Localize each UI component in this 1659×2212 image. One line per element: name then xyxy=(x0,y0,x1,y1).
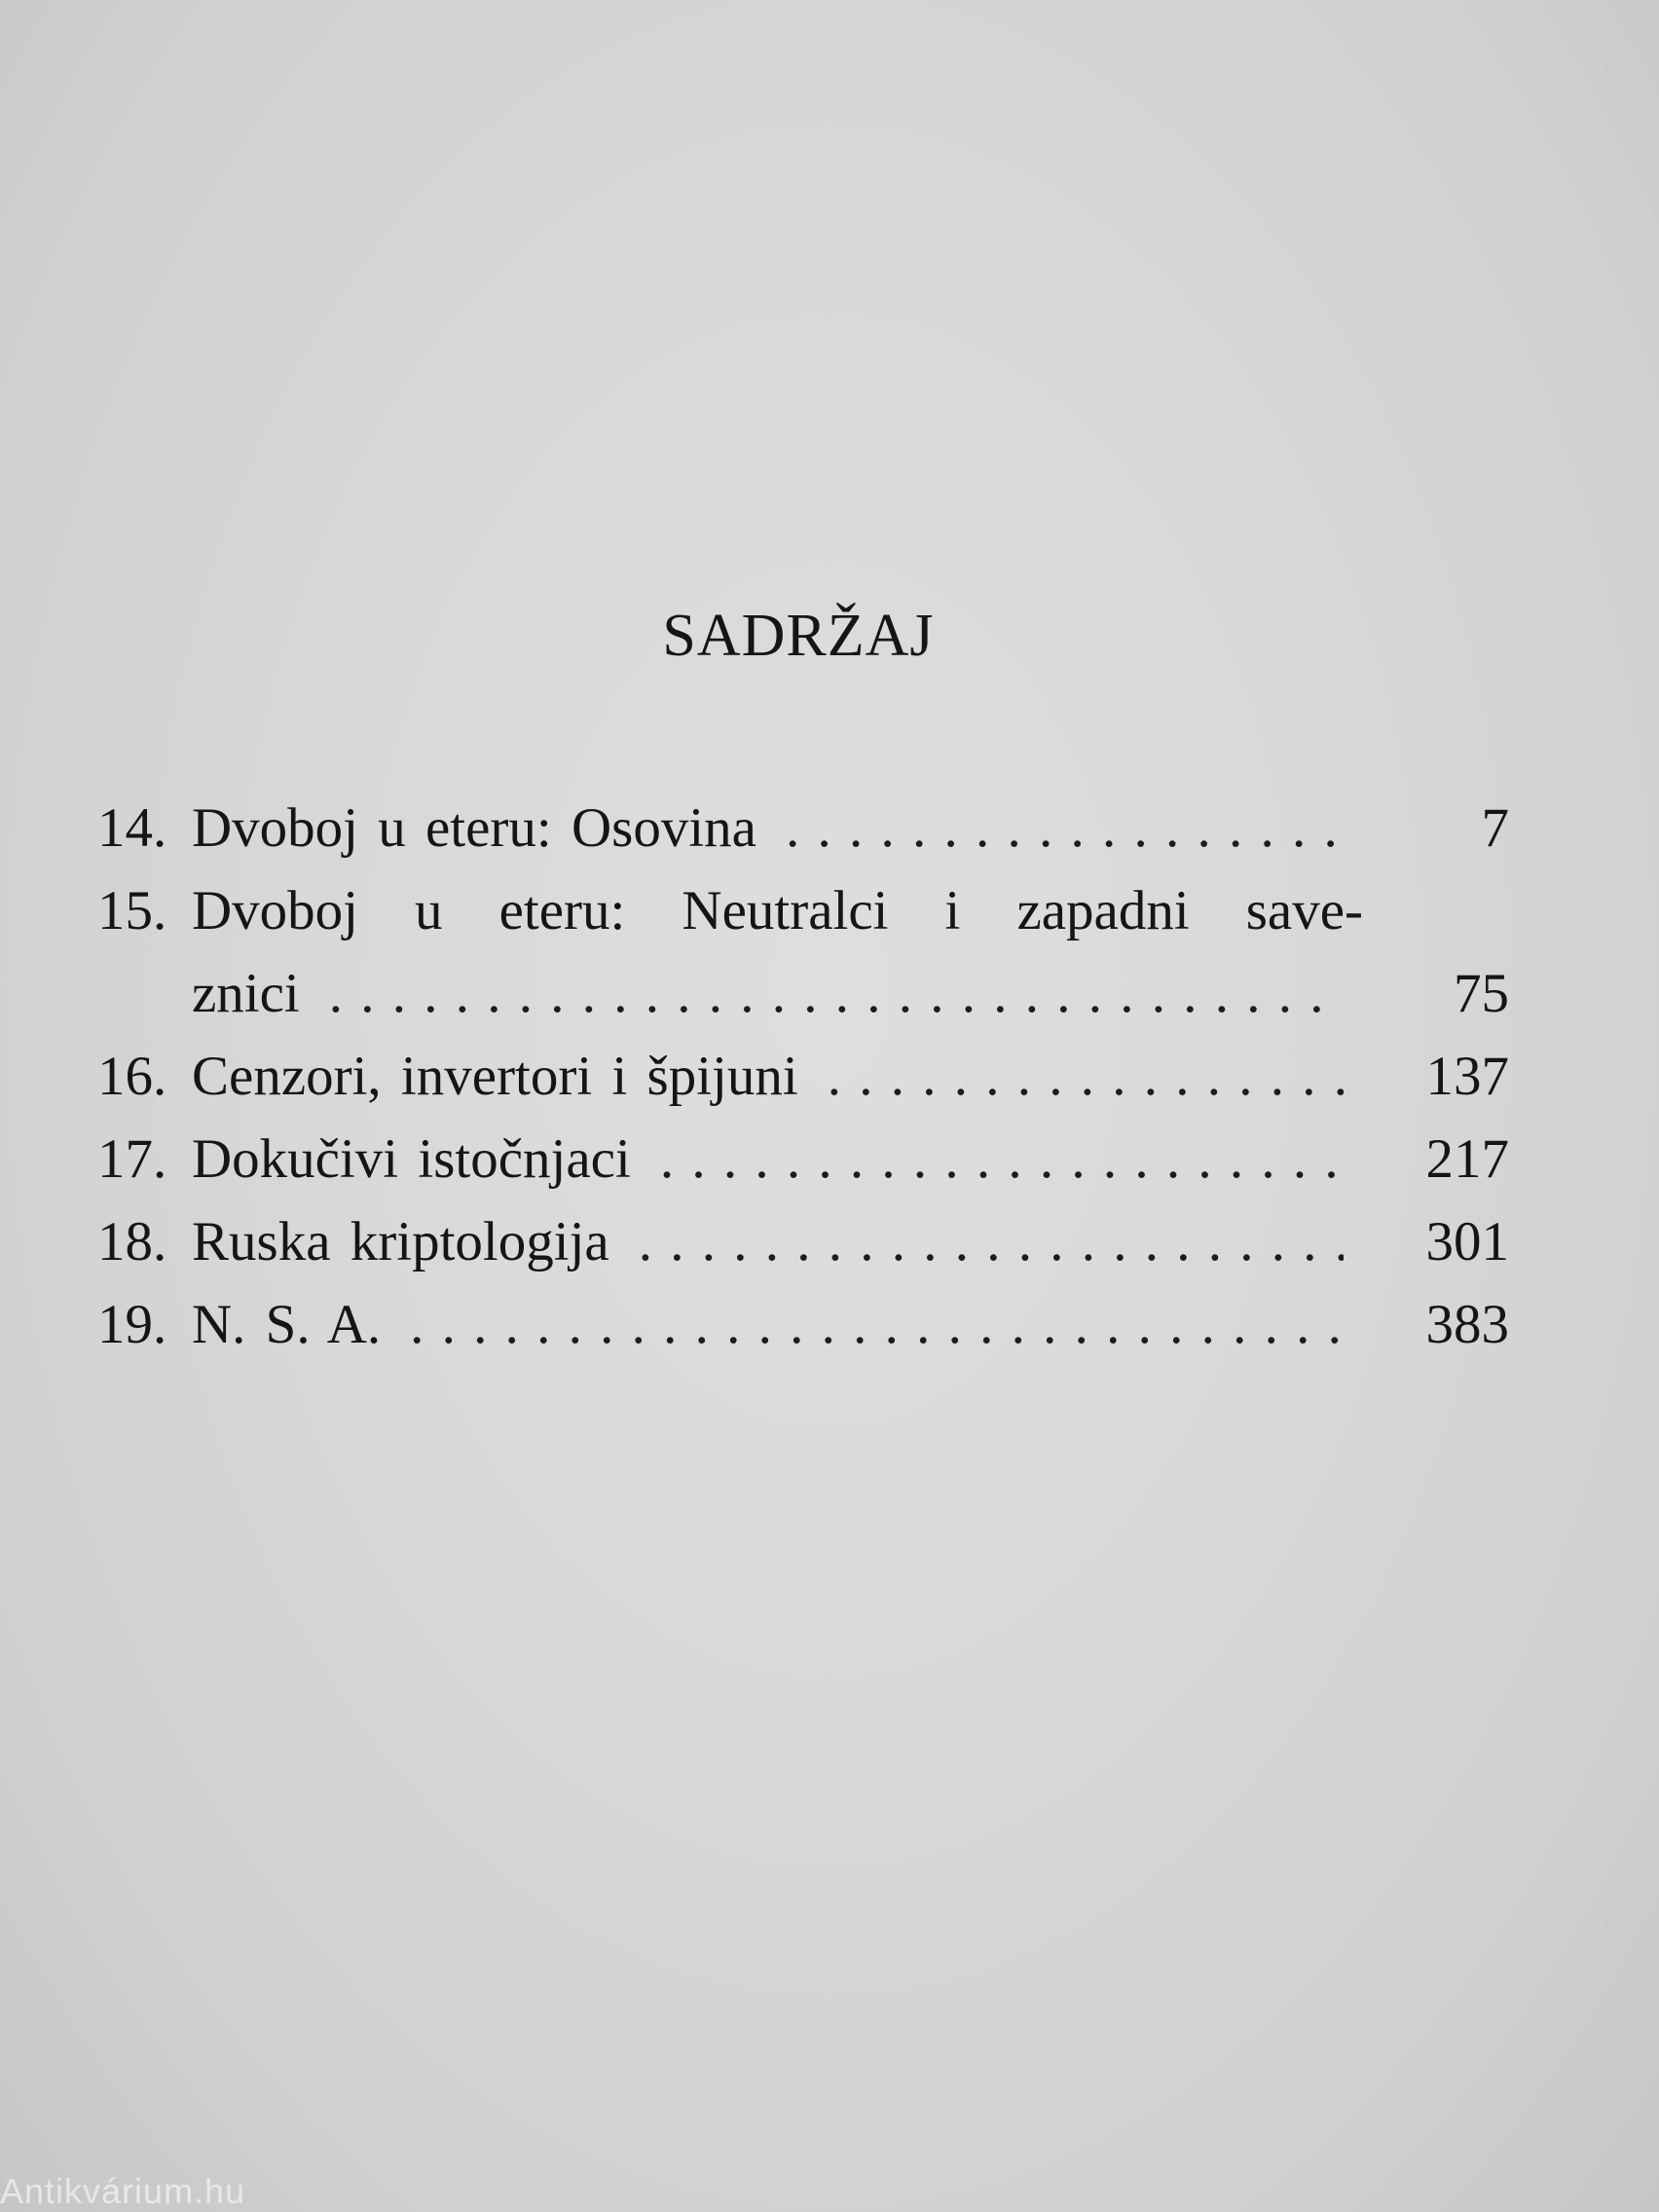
toc-entry-14 xyxy=(97,787,1509,869)
toc-entry-15 xyxy=(97,869,1509,952)
leader-dots xyxy=(660,1118,1344,1200)
leader-dots xyxy=(786,787,1344,869)
entry-title: Dokučivi istočnjaci xyxy=(192,1128,631,1190)
entry-page-number: 137 xyxy=(1425,1046,1509,1107)
entry-title: N. S. A. xyxy=(192,1294,382,1355)
toc-entry-18 xyxy=(97,1200,1509,1283)
leader-dots xyxy=(828,1035,1344,1118)
leader-dots xyxy=(639,1200,1344,1283)
leader-dots xyxy=(329,952,1344,1035)
toc-entry-17 xyxy=(97,1118,1509,1200)
toc-entry-16 xyxy=(97,1035,1509,1118)
entry-page-number: 217 xyxy=(1425,1128,1509,1190)
entry-page-number: 75 xyxy=(1454,963,1509,1024)
toc-entry-19 xyxy=(97,1283,1509,1366)
entry-number: 17. xyxy=(97,1128,167,1190)
entry-title: Cenzori, invertori i špijuni xyxy=(192,1046,798,1107)
entry-number: 15. xyxy=(97,880,167,941)
leader-dots xyxy=(410,1283,1344,1366)
show-through-ghost xyxy=(0,78,1659,135)
entry-number: 14. xyxy=(97,797,167,859)
table-of-contents xyxy=(97,787,1509,1366)
entry-title: Dvoboj u eteru: Osovina xyxy=(192,797,756,859)
entry-number: 16. xyxy=(97,1046,167,1107)
entry-title: Ruska kriptologija xyxy=(192,1211,609,1272)
entry-title-line-2: znici xyxy=(192,963,300,1024)
toc-entry-15-continued xyxy=(97,952,1509,1035)
entry-page-number: 383 xyxy=(1425,1294,1509,1355)
entry-number: 19. xyxy=(97,1294,167,1355)
entry-number: 18. xyxy=(97,1211,167,1272)
entry-page-number: 301 xyxy=(1425,1211,1509,1272)
entry-page-number: 7 xyxy=(1481,797,1509,859)
entry-title-line-1: Dvoboj u eteru: Neutralci i zapadni save- xyxy=(192,880,1363,941)
watermark: Antikvárium.hu xyxy=(0,2171,246,2211)
page-title: SADRŽAJ xyxy=(662,603,935,669)
